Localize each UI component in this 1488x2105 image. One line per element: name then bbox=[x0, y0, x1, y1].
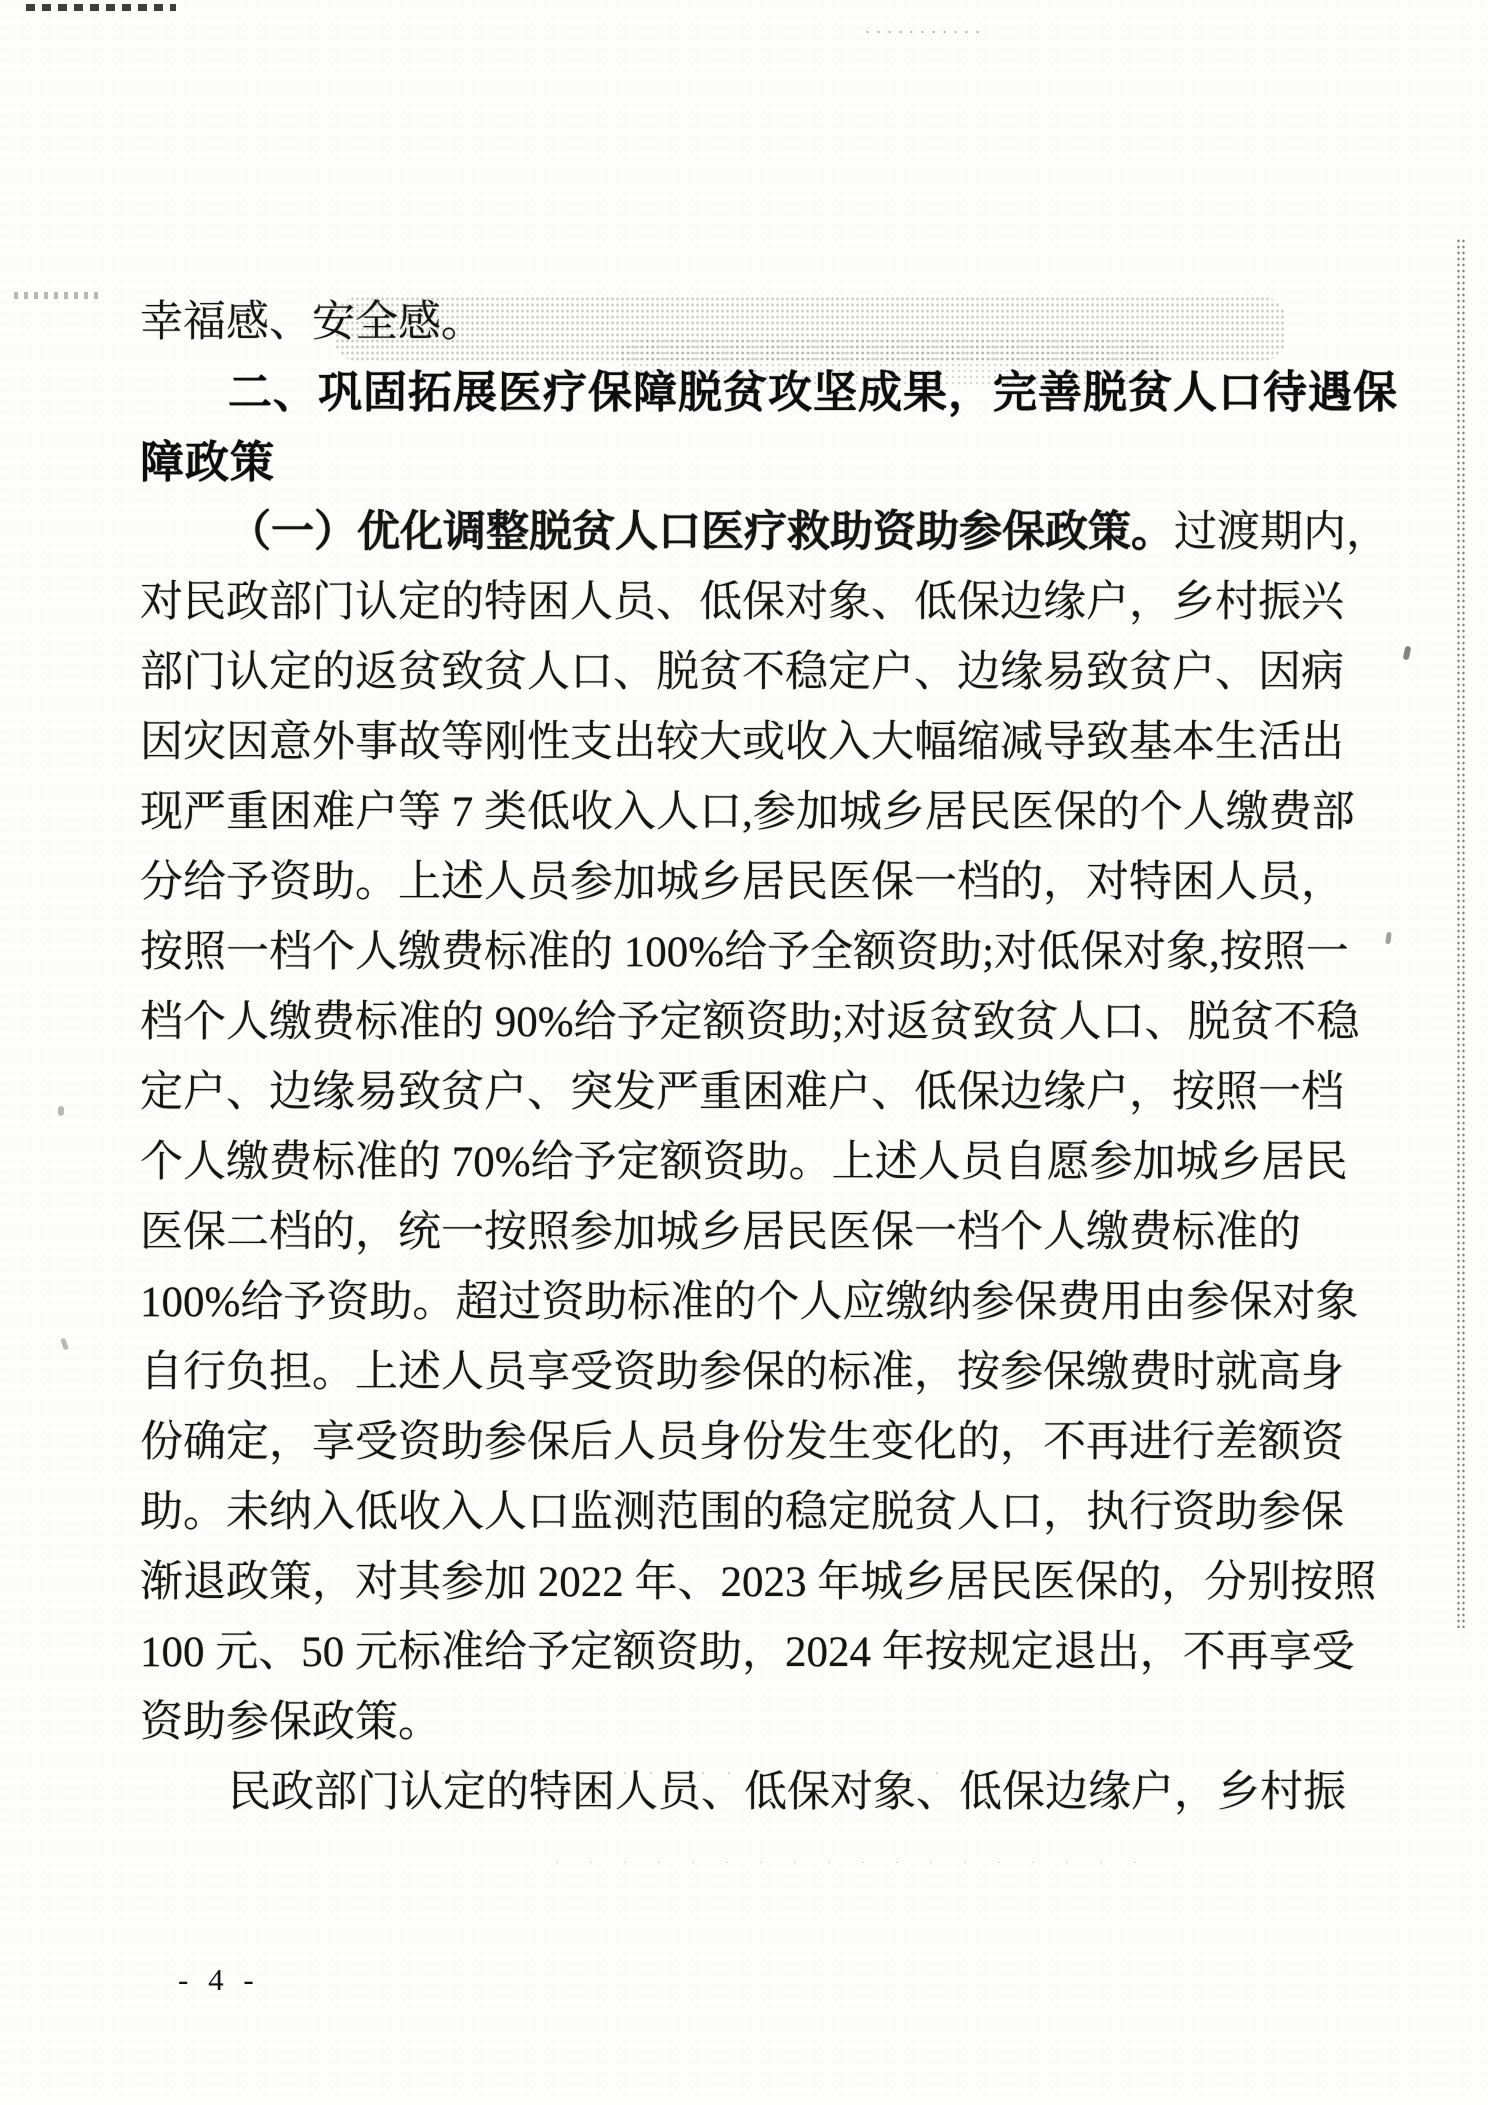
heading-line: 二、巩固拓展医疗保障脱贫攻坚成果，完善脱贫人口待遇保 bbox=[228, 368, 1398, 417]
text-segment: 过渡期内， bbox=[1174, 509, 1389, 556]
scan-artifact-top-left-dashes bbox=[26, 4, 176, 11]
text-line: 个人缴费标准的 70%给予定额资助。上述人员自愿参加城乡居民 bbox=[140, 1139, 1348, 1186]
scan-artifact-lower-dots bbox=[540, 1858, 1140, 1870]
heading-line: 障政策 bbox=[140, 438, 275, 487]
scan-artifact-top-right-dots bbox=[862, 28, 982, 38]
text-line: 定户、边缘易致贫户、突发严重困难户、低保边缘户，按照一档 bbox=[140, 1069, 1344, 1116]
text-line: 100 元、50 元标准给予定额资助，2024 年按规定退出，不再享受 bbox=[140, 1629, 1355, 1676]
scan-artifact-speck bbox=[58, 1106, 64, 1116]
text-line: 医保二档的，统一按照参加城乡居民医保一档个人缴费标准的 bbox=[140, 1209, 1301, 1256]
text-line: 档个人缴费标准的 90%给予定额资助;对返贫致贫人口、脱贫不稳 bbox=[140, 999, 1360, 1046]
text-line: 自行负担。上述人员享受资助参保的标准，按参保缴费时就高身 bbox=[140, 1349, 1344, 1396]
text-line: 部门认定的返贫致贫人口、脱贫不稳定户、边缘易致贫户、因病 bbox=[140, 649, 1344, 696]
document-text-block bbox=[140, 288, 1398, 1828]
text-line: 渐退政策，对其参加 2022 年、2023 年城乡居民医保的，分别按照 bbox=[140, 1559, 1377, 1606]
text-line: 资助参保政策。 bbox=[140, 1699, 441, 1746]
text-line bbox=[140, 498, 1389, 568]
text-line: 100%给予资助。超过资助标准的个人应缴纳参保费用由参保对象 bbox=[140, 1279, 1359, 1326]
text-line: 份确定，享受资助参保后人员身份发生变化的，不再进行差额资 bbox=[140, 1419, 1344, 1466]
text-line: 幸福感、安全感。 bbox=[140, 299, 484, 346]
scan-artifact-speck bbox=[60, 1338, 69, 1351]
text-line: 对民政部门认定的特困人员、低保对象、低保边缘户，乡村振兴 bbox=[140, 579, 1344, 626]
text-line: 民政部门认定的特困人员、低保对象、低保边缘户，乡村振 bbox=[228, 1769, 1346, 1816]
text-line: 助。未纳入低收入人口监测范围的稳定脱贫人口，执行资助参保 bbox=[140, 1489, 1344, 1536]
page-number: - 4 - bbox=[178, 1962, 260, 1997]
scan-artifact-speck bbox=[1403, 646, 1412, 661]
scan-artifact-left-margin-dash bbox=[14, 292, 100, 299]
text-line: 现严重困难户等 7 类低收入人口,参加城乡居民医保的个人缴费部 bbox=[140, 789, 1355, 836]
subheading-segment: （一）优化调整脱贫人口医疗救助资助参保政策。 bbox=[228, 509, 1174, 556]
scan-artifact-speck bbox=[1385, 932, 1392, 945]
text-line: 分给予资助。上述人员参加城乡居民医保一档的，对特困人员， bbox=[140, 859, 1344, 906]
text-line: 按照一档个人缴费标准的 100%给予全额资助;对低保对象,按照一 bbox=[140, 929, 1349, 976]
text-line: 因灾因意外事故等刚性支出较大或收入大幅缩减导致基本生活出 bbox=[140, 719, 1344, 766]
scan-artifact-right-edge-strip bbox=[1456, 238, 1466, 1628]
